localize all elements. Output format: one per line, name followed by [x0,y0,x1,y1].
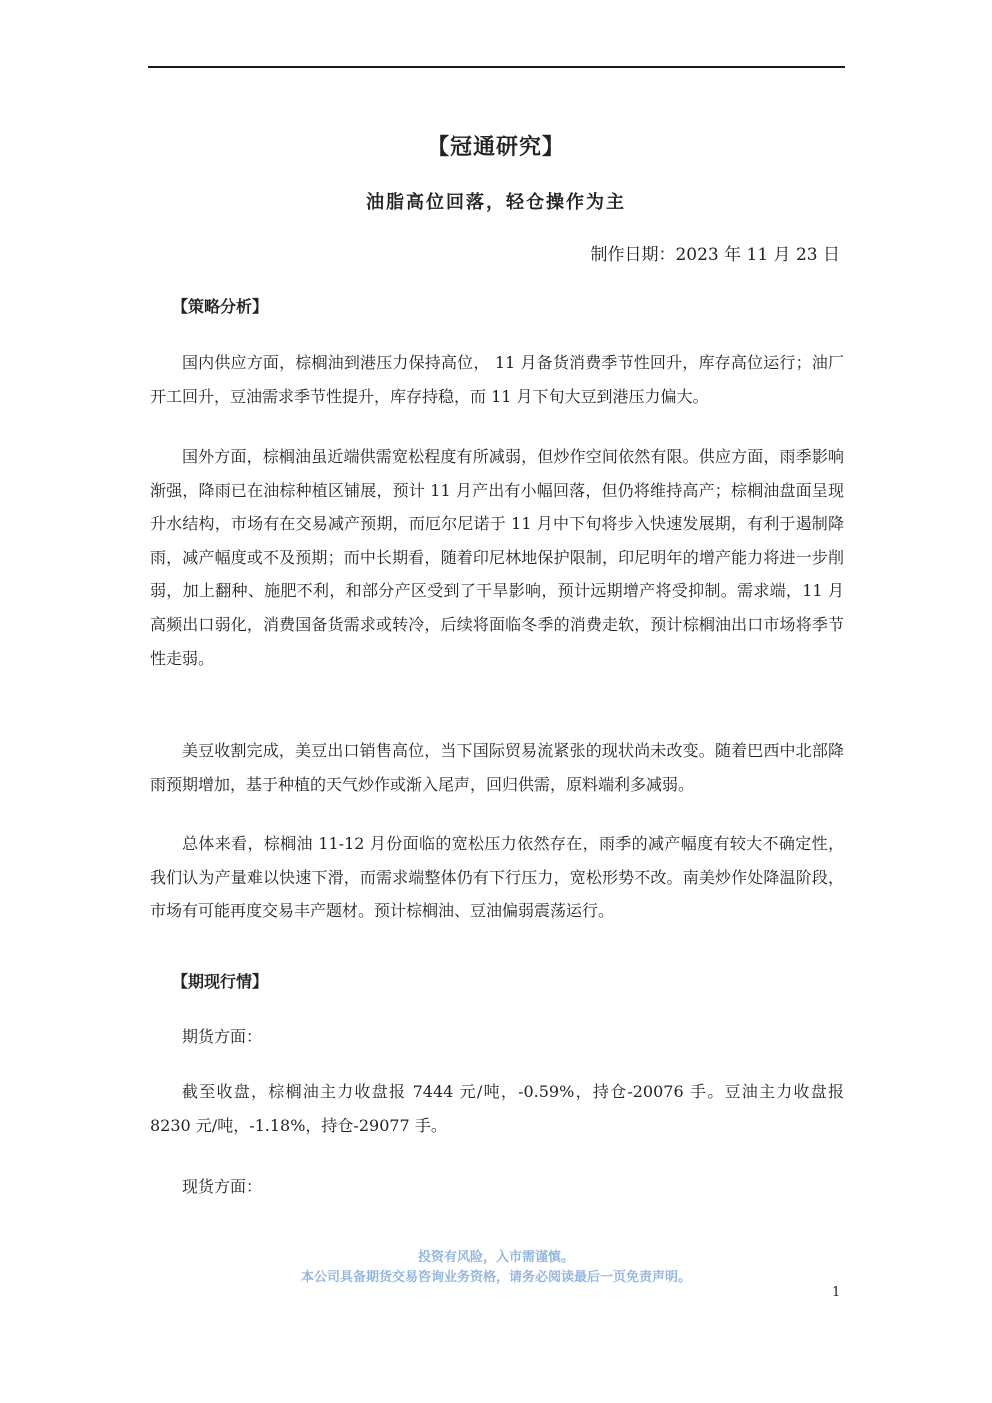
strategy-paragraph-1: 国内供应方面，棕榈油到港压力保持高位， 11 月备货消费季节性回升，库存高位运行；油厂开工回升，豆油需求季节性提升，库存持稳，而 11 月下旬大豆到港压力偏大。 [150,353,844,406]
qualification-disclaimer: 本公司具备期货交易咨询业务资格，请务必阅读最后一页免责声明。 [300,1270,691,1285]
section-heading-market: 【期现行情】 [172,972,269,991]
brand-heading: 【冠通研究】 [426,134,565,160]
strategy-paragraph-2: 国外方面，棕榈油虽近端供需宽松程度有所减弱，但炒作空间依然有限。供应方面，雨季影响渐强，降雨已在油棕种植区铺展，预计 11 月产出有小幅回落，但仍将维持高产；棕榈油盘面呈现升水结构，市场有在交易减产预期，而厄尔尼诺于 11 月中下旬将步入快速发展期，有利于遏制降雨，减产幅度或不及预期；而中长期看，随着印尼林地保护限制，印尼明年的增产能力将进一步削弱，加上翻种、施肥不利，和部分产区受到了干旱影响，预计远期增产将受抑制。需求端，11 月高频出口弱化，消费国备货需求或转冷，后续将面临冬季的消费走软，预计棕榈油出口市场将季节性走弱。 [150,447,844,668]
section-heading-strategy: 【策略分析】 [172,297,269,316]
strategy-paragraph-4: 总体来看，棕榈油 11-12 月份面临的宽松压力依然存在，雨季的减产幅度有较大不确定性，我们认为产量难以快速下滑，而需求端整体仍有下行压力，宽松形势不改。南美炒作处降温阶段，市场有可能再度交易丰产题材。预计棕榈油、豆油偏弱震荡运行。 [150,834,844,921]
page-number: 1 [832,1285,841,1300]
spot-label: 现货方面： [182,1177,263,1196]
strategy-paragraph-3: 美豆收割完成，美豆出口销售高位，当下国际贸易流紧张的现状尚未改变。随着巴西中北部降雨预期增加，基于种植的天气炒作或渐入尾声，回归供需，原料端利多减弱。 [150,741,844,794]
header-rule [148,66,845,68]
report-title: 油脂高位回落，轻仓操作为主 [366,192,626,213]
report-date: 制作日期：2023 年 11 月 23 日 [590,245,840,265]
risk-disclaimer: 投资有风险，入市需谨慎。 [417,1250,574,1265]
futures-label: 期货方面： [182,1027,263,1046]
futures-paragraph: 截至收盘，棕榈油主力收盘报 7444 元/吨，-0.59%，持仓-20076 手。豆油主力收盘报 8230 元/吨，-1.18%，持仓-29077 手。 [150,1082,844,1135]
